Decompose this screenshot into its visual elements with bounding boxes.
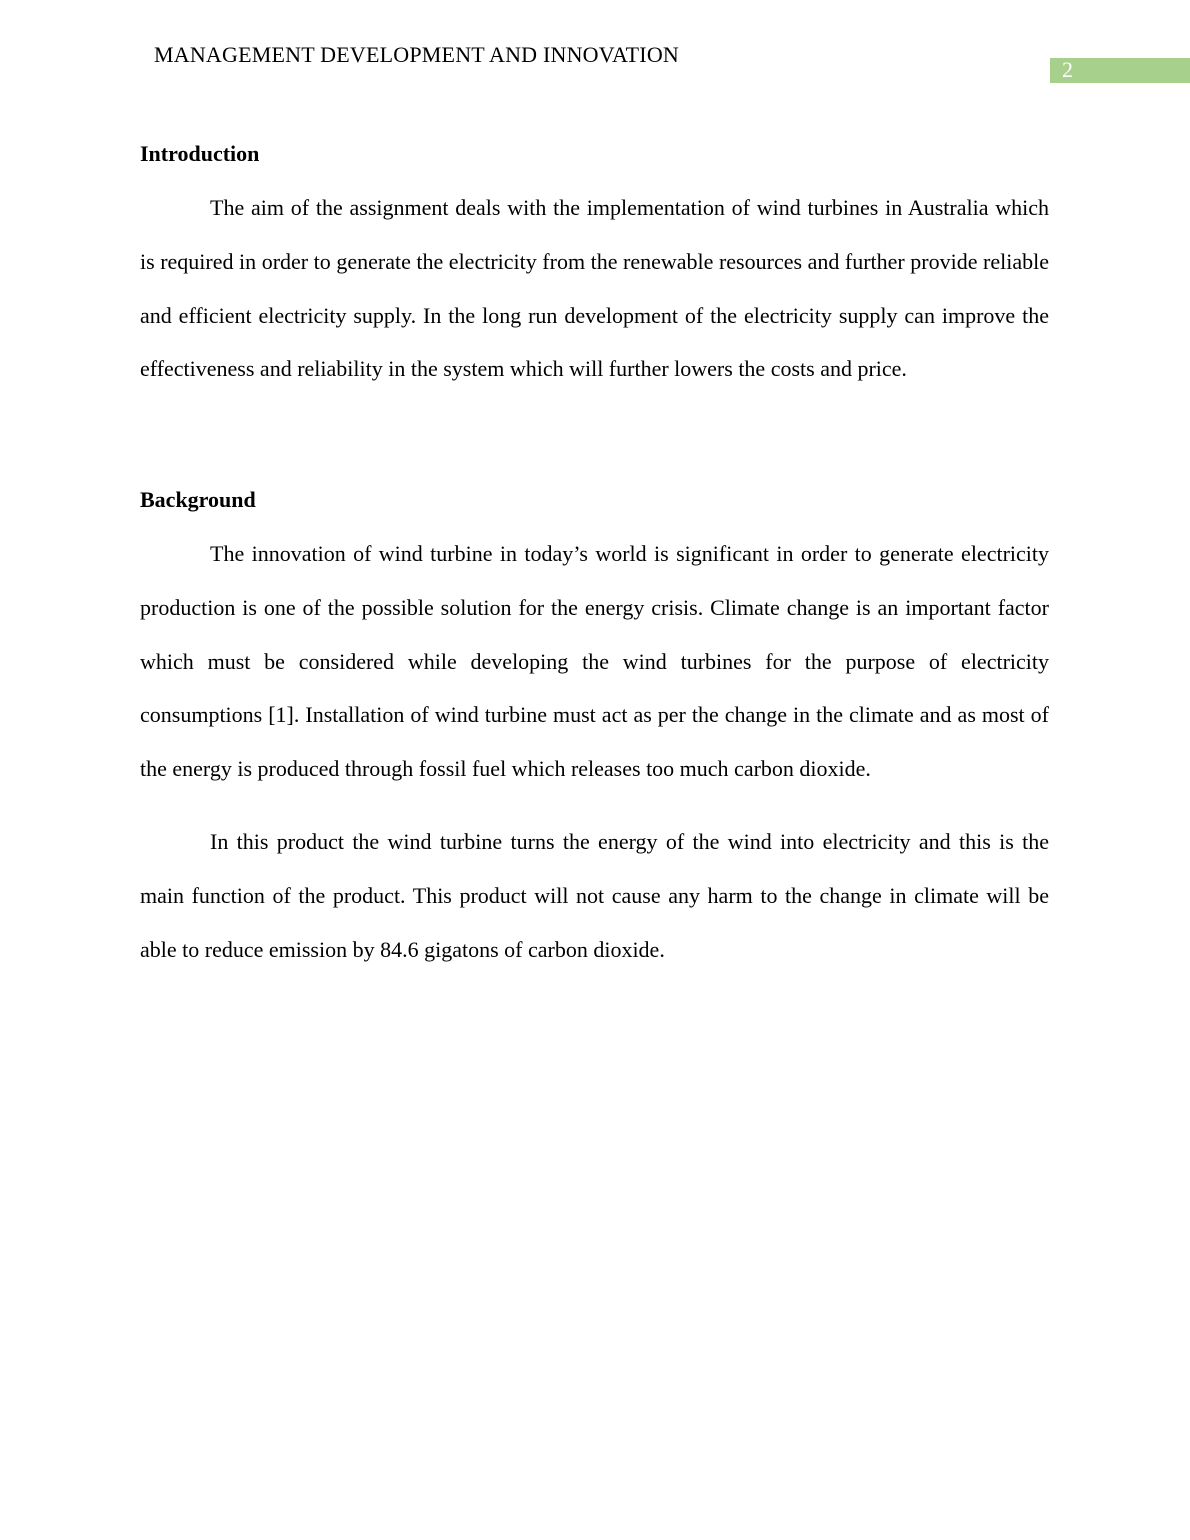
page-number: 2 <box>1062 57 1073 82</box>
page-number-badge <box>1050 58 1190 83</box>
introduction-heading: Introduction <box>140 141 260 166</box>
introduction-paragraph: The aim of the assignment deals with the implementation of wind turbines in Australia which is required in order to generate the electricity from the renewable resources and further provide reliable and efficient electricity supply. In the long run development of the electricity supply can improve the effectiveness and reliability in the system which will further lowers the costs and price. <box>140 195 1049 382</box>
background-paragraph-2: In this product the wind turbine turns the energy of the wind into electricity and this is the main function of the product. This product will not cause any harm to the change in climate will be able to reduce emission by 84.6 gigatons of carbon dioxide. <box>140 828 1049 962</box>
background-section <box>140 487 1049 976</box>
background-paragraph-1: The innovation of wind turbine in today’s world is significant in order to generate electricity production is one of the possible solution for the energy crisis. Climate change is an important factor which must be considered while developing the wind turbines for the purpose of electricity consumptions [1]. Installation of wind turbine must act as per the change in the climate and as most of the energy is produced through fossil fuel which releases too much carbon dioxide. <box>140 541 1049 782</box>
background-heading: Background <box>140 487 256 512</box>
introduction-section <box>140 141 1049 396</box>
running-head: MANAGEMENT DEVELOPMENT AND INNOVATION <box>154 42 680 67</box>
